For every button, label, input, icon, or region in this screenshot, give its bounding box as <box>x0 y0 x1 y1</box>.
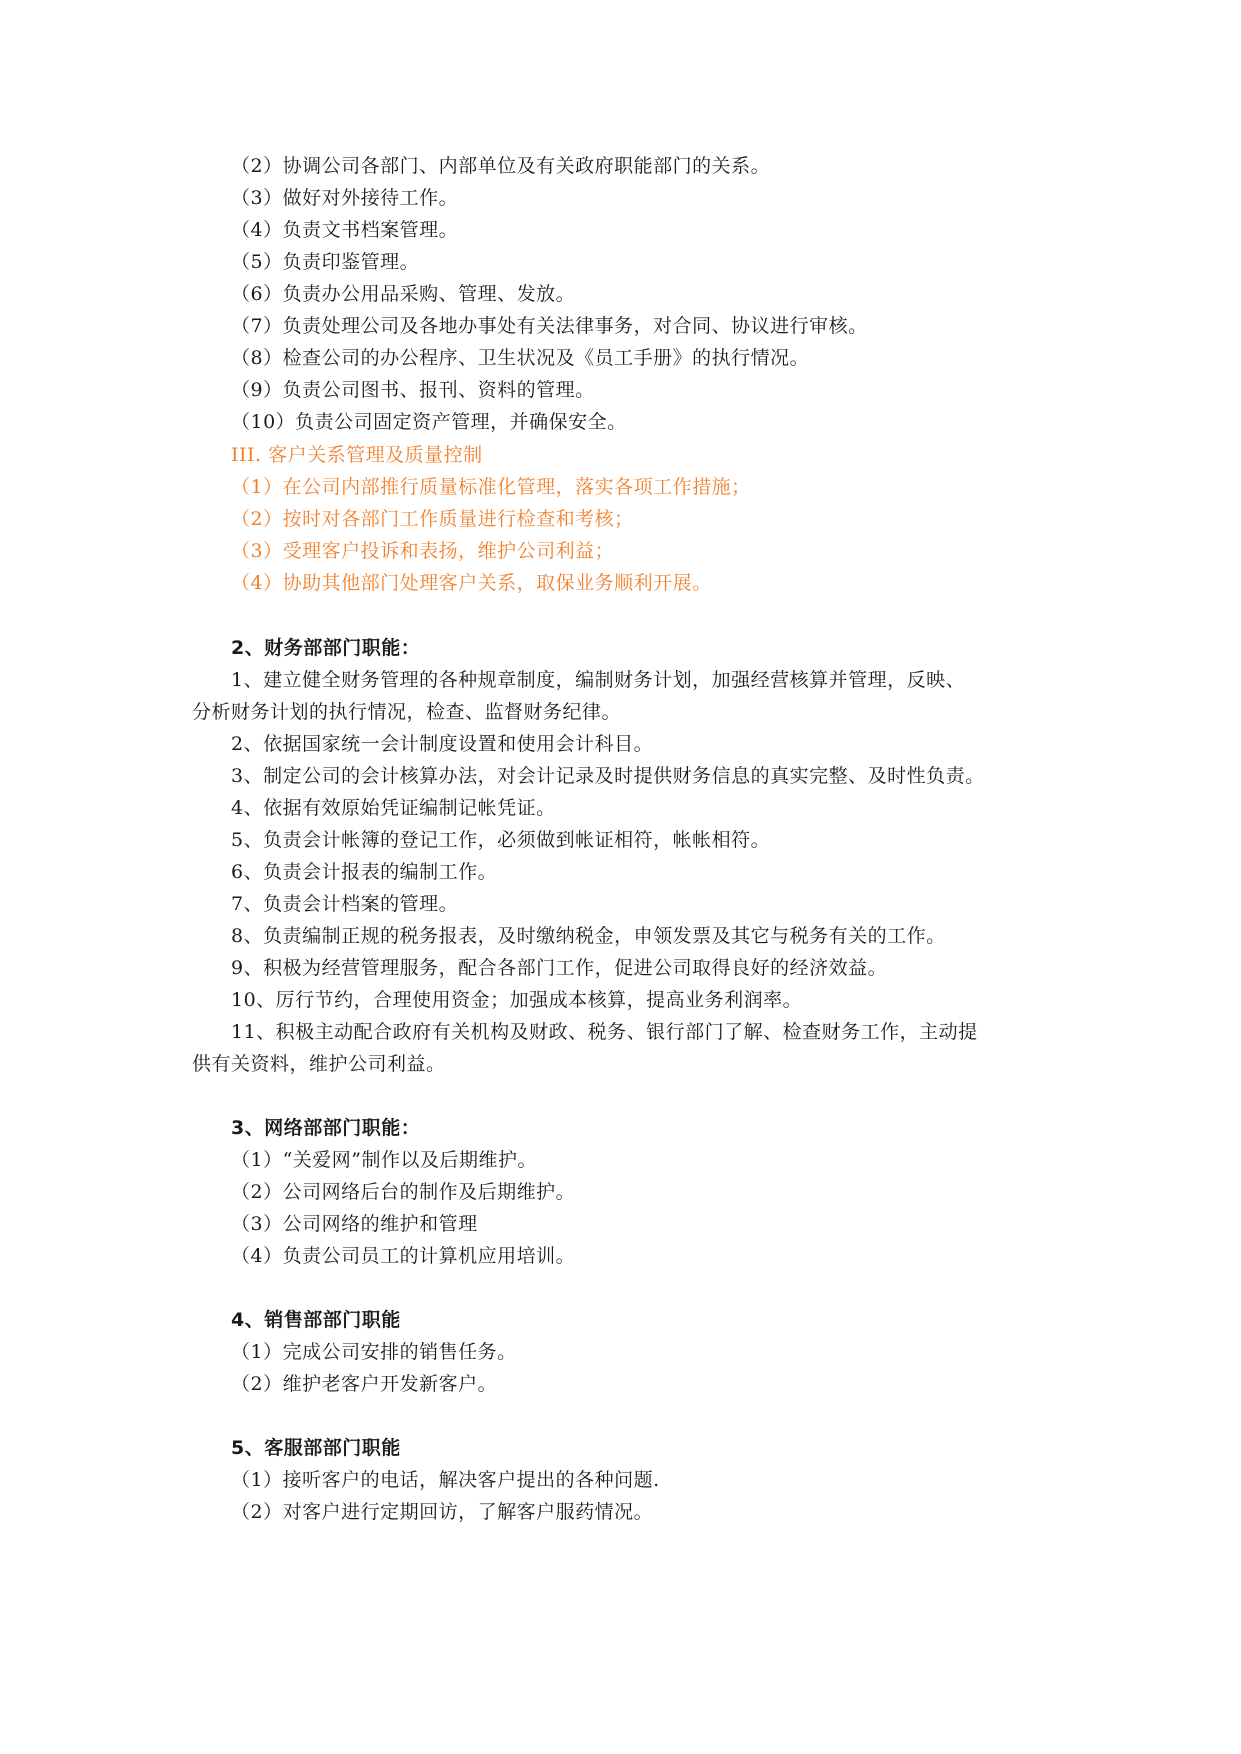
finance-item-5: 5、负责会计帐簿的登记工作，必须做到帐证相符，帐帐相符。 <box>231 829 771 851</box>
finance-item-6: 6、负责会计报表的编制工作。 <box>231 861 498 883</box>
finance-item-8: 8、负责编制正规的税务报表，及时缴纳税金，申领发票及其它与税务有关的工作。 <box>231 925 946 947</box>
service-item-1: （1）接听客户的电话，解决客户提出的各种问题. <box>231 1469 660 1491</box>
network-item-3: （3）公司网络的维护和管理 <box>231 1213 478 1235</box>
finance-item-1b: 分析财务计划的执行情况，检查、监督财务纪律。 <box>192 701 622 723</box>
network-item-4: （4）负责公司员工的计算机应用培训。 <box>231 1245 576 1267</box>
crm-item-1: （1）在公司内部推行质量标准化管理，落实各项工作措施； <box>231 476 751 498</box>
sales-item-2: （2）维护老客户开发新客户。 <box>231 1373 498 1395</box>
crm-item-4: （4）协助其他部门处理客户关系，取保业务顺利开展。 <box>231 572 712 594</box>
admin-duty-5: （5）负责印鉴管理。 <box>231 251 420 273</box>
finance-item-11a: 11、积极主动配合政府有关机构及财政、税务、银行部门了解、检查财务工作，主动提 <box>231 1021 978 1043</box>
admin-duty-3: （3）做好对外接待工作。 <box>231 187 459 209</box>
admin-duty-10: （10）负责公司固定资产管理，并确保安全。 <box>231 411 627 433</box>
finance-item-11b: 供有关资料，维护公司利益。 <box>192 1053 446 1075</box>
finance-item-10: 10、厉行节约，合理使用资金；加强成本核算，提高业务利润率。 <box>231 989 803 1011</box>
finance-item-9: 9、积极为经营管理服务，配合各部门工作，促进公司取得良好的经济效益。 <box>231 957 888 979</box>
crm-item-2: （2）按时对各部门工作质量进行检查和考核； <box>231 508 634 530</box>
finance-item-7: 7、负责会计档案的管理。 <box>231 893 459 915</box>
admin-duty-8: （8）检查公司的办公程序、卫生状况及《员工手册》的执行情况。 <box>231 347 810 369</box>
network-item-2: （2）公司网络后台的制作及后期维护。 <box>231 1181 576 1203</box>
admin-duty-2: （2）协调公司各部门、内部单位及有关政府职能部门的关系。 <box>231 155 771 177</box>
finance-item-1a: 1、建立健全财务管理的各种规章制度，编制财务计划，加强经营核算并管理，反映、 <box>231 669 966 691</box>
admin-duty-4: （4）负责文书档案管理。 <box>231 219 459 241</box>
finance-section-title: 2、财务部部门职能： <box>231 637 421 659</box>
sales-section-title: 4、销售部部门职能 <box>231 1309 401 1331</box>
admin-duty-6: （6）负责办公用品采购、管理、发放。 <box>231 283 576 305</box>
admin-duty-9: （9）负责公司图书、报刊、资料的管理。 <box>231 379 595 401</box>
finance-item-3: 3、制定公司的会计核算办法，对会计记录及时提供财务信息的真实完整、及时性负责。 <box>231 765 985 787</box>
crm-section-title: III. 客户关系管理及质量控制 <box>231 444 483 466</box>
sales-item-1: （1）完成公司安排的销售任务。 <box>231 1341 517 1363</box>
admin-duty-7: （7）负责处理公司及各地办事处有关法律事务，对合同、协议进行审核。 <box>231 315 868 337</box>
crm-item-3: （3）受理客户投诉和表扬，维护公司利益； <box>231 540 615 562</box>
service-section-title: 5、客服部部门职能 <box>231 1437 401 1459</box>
network-item-1: （1）“关爱网”制作以及后期维护。 <box>231 1149 538 1171</box>
network-section-title: 3、网络部部门职能： <box>231 1117 421 1139</box>
finance-item-4: 4、依据有效原始凭证编制记帐凭证。 <box>231 797 556 819</box>
service-item-2: （2）对客户进行定期回访，了解客户服药情况。 <box>231 1501 654 1523</box>
finance-item-2: 2、依据国家统一会计制度设置和使用会计科目。 <box>231 733 654 755</box>
